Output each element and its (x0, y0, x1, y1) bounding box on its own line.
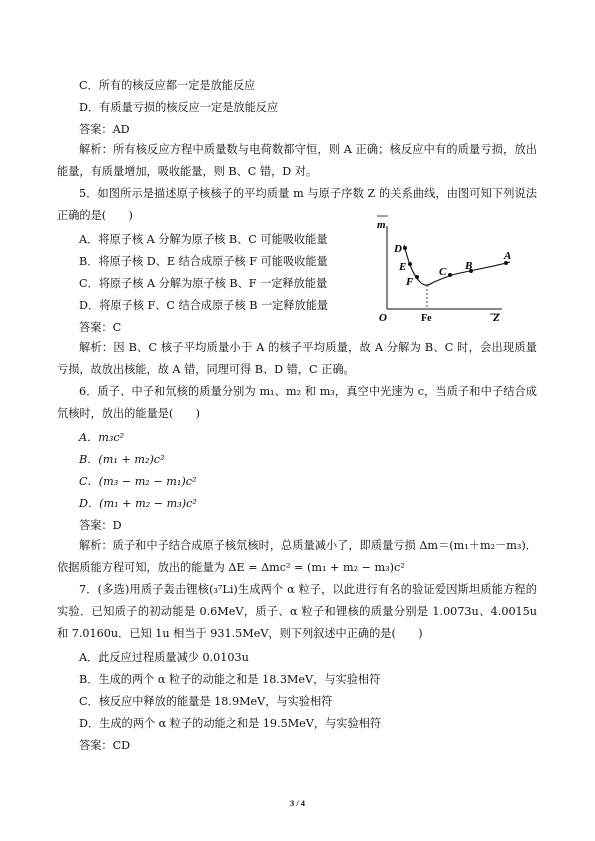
option-c-q7: C．核反应中释放的能量是 18.9MeV，与实验相符 (79, 695, 333, 708)
option-b-q7: B．生成的两个 α 粒子的动能之和是 18.3MeV，与实验相符 (79, 673, 381, 686)
option-a-q5: A．将原子核 A 分解为原子核 B、C 可能吸收能量 (79, 233, 328, 246)
option-b-q5: B．将原子核 D、E 结合成原子核 F 可能吸收能量 (79, 255, 328, 268)
answer-q4: 答案：AD (79, 123, 130, 136)
analysis-q6: 解析：质子和中子结合成原子核氘核时，总质量减小了，即质量亏损 Δm＝(m₁＋m₂－m₃)．依据质能方程可知，放出的能量为 ΔE = Δmc² = (m₁ + m₂ − m₃)c² (57, 539, 537, 574)
point-e (408, 262, 412, 266)
label-f: F (406, 276, 414, 288)
mass-curve (404, 245, 510, 285)
option-c-q6: C．(m₃ − m₂ − m₁)c² (79, 475, 197, 488)
answer-q5: 答案：C (79, 321, 122, 334)
option-d-q7: D．生成的两个 α 粒子的动能之和是 19.5MeV，与实验相符 (79, 717, 382, 730)
option-a-q6: A．m₃c² (79, 431, 125, 444)
point-d (403, 246, 407, 250)
x-axis-label: Z (493, 312, 500, 324)
option-c-q4: C．所有的核反应都一定是放能反应 (79, 79, 256, 92)
answer-q7: 答案：CD (79, 739, 131, 752)
label-b: B (465, 260, 473, 272)
origin-label: O (379, 312, 387, 324)
analysis-q5: 解析：因 B、C 核子平均质量小于 A 的核子平均质量，故 A 分解为 B、C 时，会出现质量亏损，故放出核能，故 A 错，同理可得 B、D 错，C 正确。 (57, 341, 537, 376)
option-d-q4: D．有质量亏损的核反应一定是放能反应 (79, 101, 279, 114)
question-5: 5．如图所示是描述原子核核子的平均质量 m 与原子序数 Z 的关系曲线，由图可知下列说法正确的是( ) (57, 187, 537, 222)
answer-q6: 答案：D (79, 519, 122, 532)
option-d-q6: D．(m₁ + m₂ − m₃)c² (79, 497, 197, 510)
option-b-q6: B．(m₁ + m₂)c² (79, 453, 165, 466)
label-c: C (439, 266, 447, 278)
question-7: 7．(多选)用质子轰击锂核(₃⁷Li)生成两个 α 粒子，以此进行有名的验证爱因斯坦质能方程的实验．已知质子的初动能是 0.6MeV，质子、α 粒子和锂核的质量分别是 1.0073u、4.0015u 和 7.0160u．已知 1u 相当于 931.5MeV，则下列叙述中正确的是( ) (57, 583, 537, 640)
question-6: 6．质子、中子和氘核的质量分别为 m₁、m₂ 和 m₃，真空中光速为 c，当质子和中子结合成氘核时，放出的能量是( ) (57, 385, 537, 420)
fe-label: Fe (421, 313, 432, 324)
option-d-q5: D．将原子核 F、C 结合成原子核 B 一定释放能量 (79, 299, 329, 312)
y-axis-label: m (377, 219, 386, 231)
mass-curve-figure (372, 212, 522, 324)
page-number: 3 / 4 (289, 798, 306, 808)
analysis-q4: 解析：所有核反应方程中质量数与电荷数都守恒，则 A 正确；核反应中有的质量亏损，放出能量，有质量增加，吸收能量，则 B、C 错，D 对。 (57, 143, 537, 178)
option-a-q7: A．此反应过程质量减少 0.0103u (79, 651, 249, 664)
label-d: D (394, 243, 402, 255)
point-f (415, 275, 419, 279)
label-e: E (399, 261, 407, 273)
label-a: A (504, 250, 512, 262)
point-c (448, 273, 452, 277)
option-c-q5: C．将原子核 A 分解为原子核 B、F 一定释放能量 (79, 277, 328, 290)
